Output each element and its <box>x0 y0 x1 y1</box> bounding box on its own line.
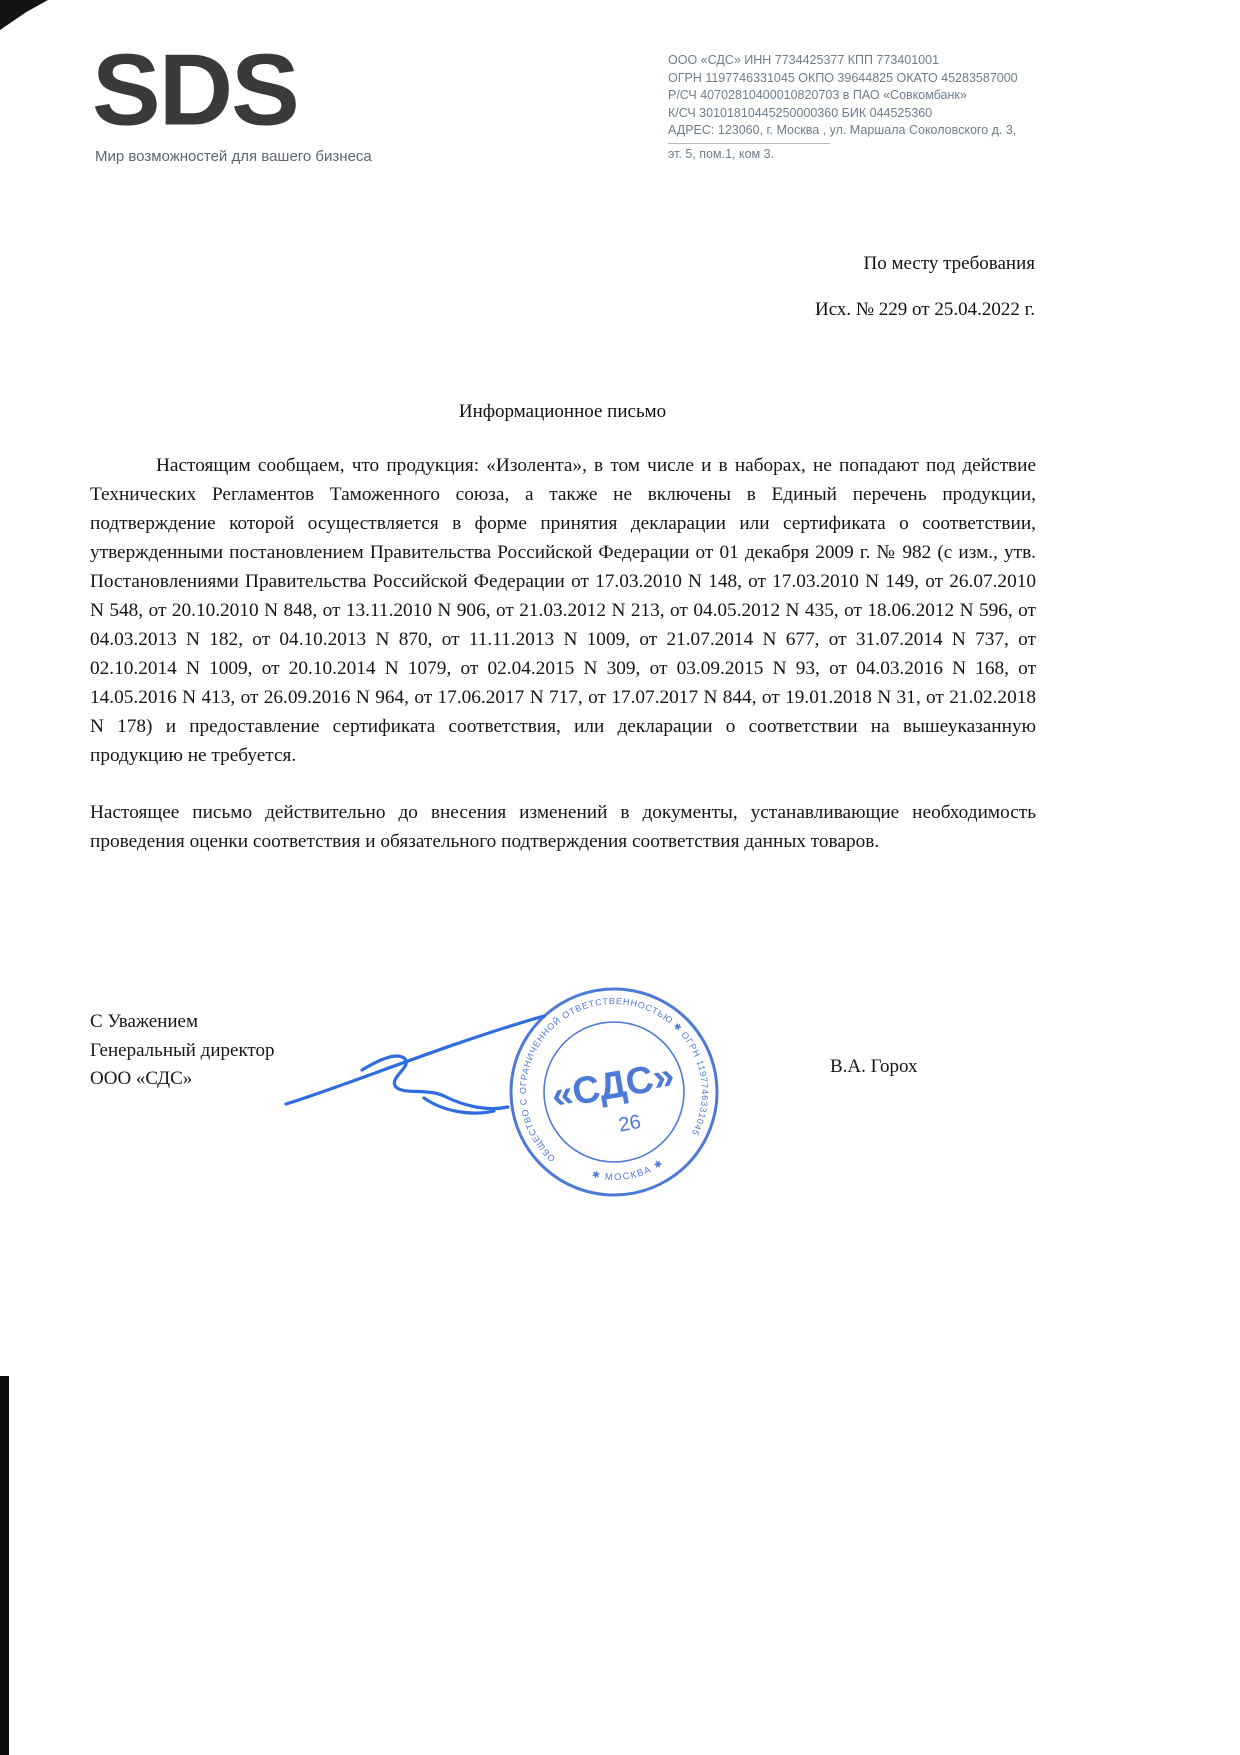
signature-strokes <box>286 1016 544 1113</box>
separator-line <box>668 143 830 144</box>
stamp-ring-text: ОБЩЕСТВО С ОГРАНИЧЕННОЙ ОТВЕТСТВЕННОСТЬЮ ✱ ОГРН 1197746331045 <box>517 995 711 1164</box>
handwritten-signature <box>276 1002 556 1124</box>
closing-block <box>90 1008 274 1094</box>
scan-artifact-corner <box>0 0 48 30</box>
company-logo: SDS <box>92 33 298 146</box>
letter-body <box>90 451 1036 856</box>
closing-line: ООО «СДС» <box>90 1068 193 1089</box>
signer-name: В.А. Горох <box>830 1056 918 1077</box>
scan-artifact-left-bar <box>0 1376 9 1755</box>
company-detail-line: Р/СЧ 40702810400010820703 в ПАО «Совкомбанк» <box>668 88 967 102</box>
company-details-block <box>668 52 1018 163</box>
company-detail-line: К/СЧ 30101810445250000360 БИК 044525360 <box>668 105 933 120</box>
outgoing-reference-line: Исх. № 229 от 25.04.2022 г. <box>815 299 1035 320</box>
company-detail-line: эт. 5, пом.1, ком 3. <box>668 146 775 161</box>
stamp-number: 26 <box>616 1110 643 1137</box>
recipient-line: По месту требования <box>863 253 1035 274</box>
company-detail-line: ООО «СДС» ИНН 7734425377 КПП 773401001 <box>668 53 940 67</box>
body-paragraph-2: Настоящее письмо действительно до внесения изменений в документы, устанавливающие необходимость проведения оценки соответствия и обязательного подтверждения соответствия данных товаров. <box>90 802 1036 852</box>
closing-line: Генеральный директор <box>90 1039 275 1061</box>
stamp-city-text: ✱ МОСКВА ✱ <box>590 1157 667 1184</box>
company-detail-line: АДРЕС: 123060, г. Москва , ул. Маршала Соколовского д. 3, <box>668 123 1017 137</box>
logo-tagline: Мир возможностей для вашего бизнеса <box>95 148 372 165</box>
company-detail-line: ОГРН 1197746331045 ОКПО 39644825 ОКАТО 45283587000 <box>668 70 1018 85</box>
stamp-center-text: «СДС» <box>548 1054 678 1118</box>
body-paragraph-1: Настоящим сообщаем, что продукция: «Изолента», в том числе и в наборах, не попадают под действие Технических Регламентов Таможенного союза, а также не включены в Единый перечень продукции, подтверждение которой осуществляется в форме принятия декларации или сертификата о соответствии, утвержденными постановлением Правительства Российской Федерации от 01 декабря 2009 г. № 982 (с изм., утв. Постановлениями Правительства Российской Федерации от 17.03.2010 N 148, от 17.03.2010 N 149, от 26.07.2010 N 548, от 20.10.2010 N 848, от 13.11.2010 N 906, от 21.03.2012 N 213, от 04.05.2012 N 435, от 18.06.2012 N 596, от 04.03.2013 N 182, от 04.10.2013 N 870, от 11.11.2013 N 1009, от 21.07.2014 N 677, от 31.07.2014 N 737, от 02.10.2014 N 1009, от 20.10.2014 N 1079, от 02.04.2015 N 309, от 03.09.2015 N 93, от 04.03.2016 N 168, от 14.05.2016 N 413, от 26.09.2016 N 964, от 17.06.2017 N 717, от 17.07.2017 N 844, от 19.01.2018 N 31, от 21.02.2018 N 178) и предоставление сертификата соответствия, или декларации о соответствии на вышеуказанную продукцию не требуется. <box>90 455 1036 766</box>
closing-line: С Уважением <box>90 1011 198 1032</box>
letter-title: Информационное письмо <box>458 401 667 422</box>
